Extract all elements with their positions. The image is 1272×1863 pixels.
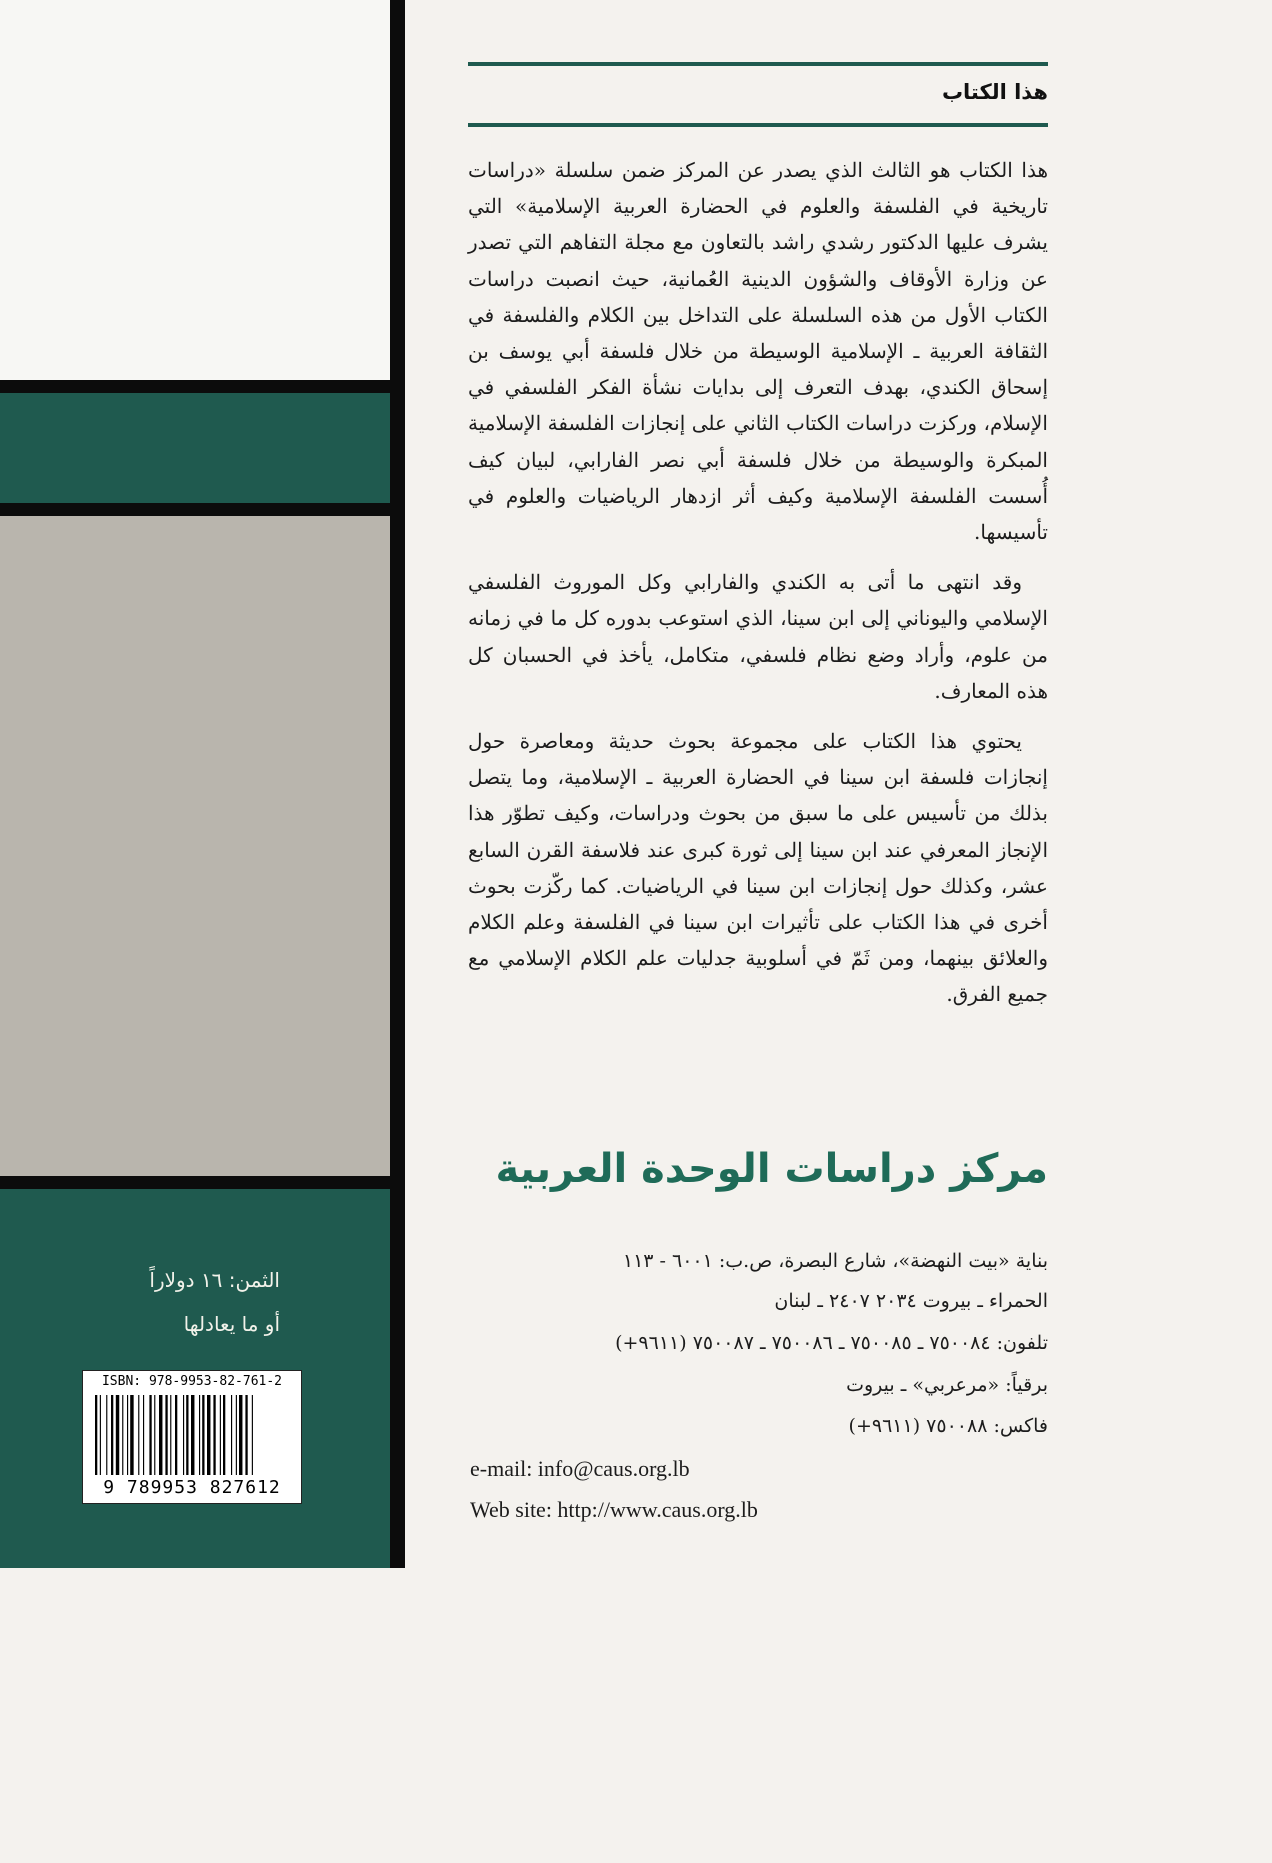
isbn-label: ISBN: 978-9953-82-761-2 xyxy=(101,1374,282,1389)
fax-line: فاكس: ٧٥٠٠٨٨ (٩٦١١+) xyxy=(848,1415,1048,1437)
address-line: الحمراء ـ بيروت ٢٠٣٤ ٢٤٠٧ ـ لبنان xyxy=(774,1290,1048,1312)
heading-rule-bottom xyxy=(468,123,1048,127)
barcode-digits: 9 789953 827612 xyxy=(103,1477,281,1498)
address-line: بناية «بيت النهضة»، شارع البصرة، ص.ب: ٦٠٠١ - ١١٣ xyxy=(622,1250,1048,1272)
description-text xyxy=(468,152,1048,1027)
price-line: الثمن: ١٦ دولاراً xyxy=(149,1268,280,1292)
phone-line: تلفون: ٧٥٠٠٨٤ ـ ٧٥٠٠٨٥ ـ ٧٥٠٠٨٦ ـ ٧٥٠٠٨٧ (٩٦١١+) xyxy=(615,1332,1048,1354)
price-equivalent: أو ما يعادلها xyxy=(183,1312,280,1336)
gray-block xyxy=(0,516,390,1176)
email-line[interactable]: e-mail: info@caus.org.lb xyxy=(470,1456,690,1481)
section-heading: هذا الكتاب xyxy=(941,80,1048,104)
paragraph-2: وقد انتهى ما أتى به الكندي والفارابي وكل الموروث الفلسفي الإسلامي واليوناني إلى ابن سينا، الذي استوعب بدوره كل ما في زمانه من علوم، وأراد وضع نظام فلسفي، متكامل، يأخذ في الحسبان كل هذه المعارف. xyxy=(468,570,1048,703)
paragraph-1: هذا الكتاب هو الثالث الذي يصدر عن المركز ضمن سلسلة «دراسات تاريخية في الفلسفة والعلوم في الحضارة العربية الإسلامية» التي يشرف عليها الدكتور رشدي راشد بالتعاون مع مجلة التفاهم التي تصدر عن وزارة الأوقاف والشؤون الدينية العُمانية، حيث انصبت دراسات الكتاب الأول من هذه السلسلة على التداخل بين الكلام والفلسفة في الثقافة العربية ـ الإسلامية الوسيطة من خلال فلسفة أبي يوسف بن إسحاق الكندي، بهدف التعرف إلى بدايات نشأة الفكر الفلسفي في الإسلام، وركزت دراسات الكتاب الثاني على إنجازات الفلسفة الإسلامية المبكرة والوسيطة من خلال فلسفة أبي نصر الفارابي، لبيان كيف أُسست الفلسفة الإسلامية وكيف أثر ازدهار الرياضيات والعلوم في تأسيسها. xyxy=(468,158,1048,545)
website-line[interactable]: Web site: http://www.caus.org.lb xyxy=(470,1497,758,1522)
heading-rule-top xyxy=(468,62,1048,66)
barcode-bars xyxy=(95,1395,289,1475)
green-block-top xyxy=(0,393,390,503)
paragraph-3: يحتوي هذا الكتاب على مجموعة بحوث حديثة ومعاصرة حول إنجازات فلسفة ابن سينا في الحضارة العربية ـ الإسلامية، وما يتصل بذلك من تأسيس على ما سبق من بحوث ودراسات، وكيف تطوّر هذا الإنجاز المعرفي عند ابن سينا إلى ثورة كبرى عند فلاسفة القرن السابع عشر، وكذلك حول إنجازات ابن سينا في الرياضيات. كما ركّزت بحوث أخرى في هذا الكتاب على تأثيرات ابن سينا في الفلسفة وعلم الكلام والعلائق بينهما، ومن ثَمّ في أسلوبية جدليات علم الكلام الإسلامي مع جميع الفرق. xyxy=(468,729,1048,1007)
barcode xyxy=(82,1370,302,1504)
telegram-line: برقياً: «مرعربي» ـ بيروت xyxy=(846,1374,1048,1396)
publisher-name: مركز دراسات الوحدة العربية xyxy=(495,1146,1048,1192)
white-block xyxy=(0,0,390,380)
